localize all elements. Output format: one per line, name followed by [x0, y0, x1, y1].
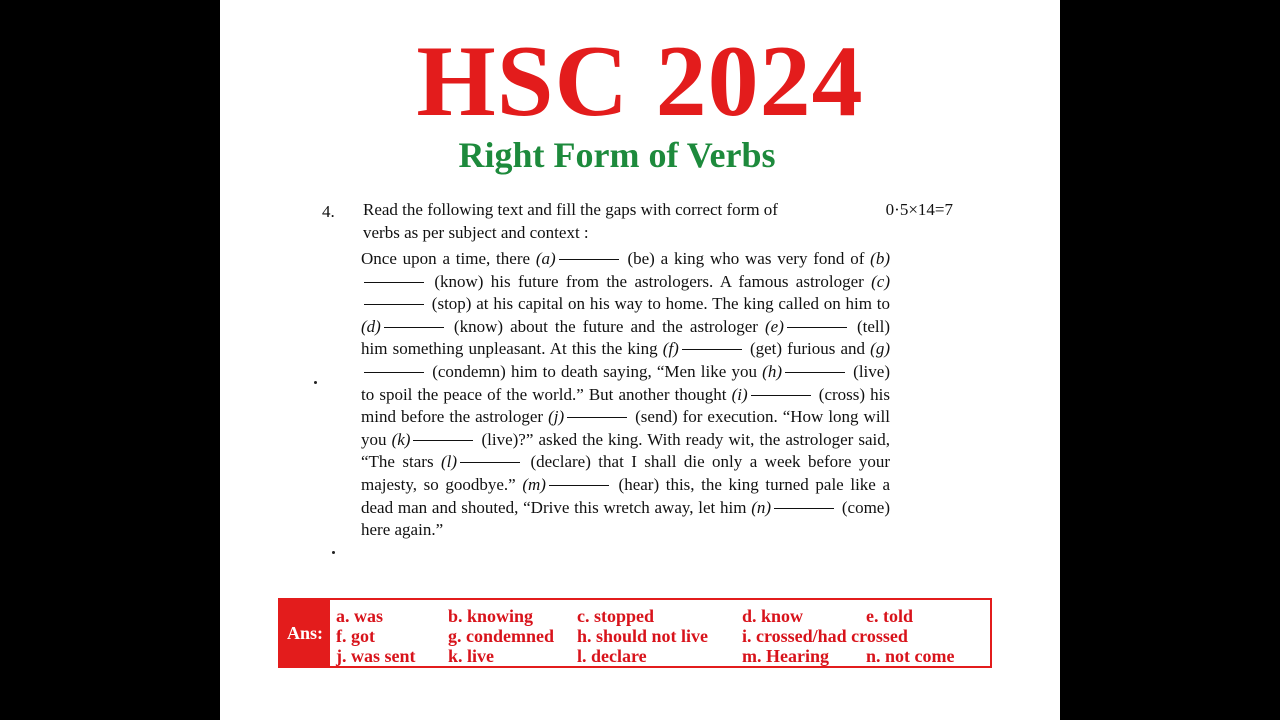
answer-item: h. should not live: [577, 626, 709, 646]
gap-marker: (i): [731, 384, 748, 404]
blank-line: [682, 349, 742, 350]
passage-segment: (get) furious and: [744, 339, 871, 359]
gap-marker: (g): [870, 339, 890, 359]
gap-marker: (c): [871, 271, 890, 291]
answer-item: g. condemned: [448, 626, 555, 646]
question-number: 4.: [322, 202, 335, 221]
gap-marker: (d): [361, 316, 381, 336]
passage-segment: (stop) at his capital on his way to home. The king called on him to: [427, 294, 890, 314]
answer-item: d. know: [742, 606, 804, 626]
passage-segment: (know) about the future and the astrologer: [446, 316, 765, 336]
answer-item: b. knowing: [448, 606, 534, 626]
passage-segment: (live)?” asked the king. With ready wit, the astrologer said, “The stars: [361, 429, 890, 472]
answer-box: [278, 598, 992, 668]
passage-segment: (tell) him something unpleasant. At this the king: [361, 316, 890, 359]
answer-item: j. was sent: [336, 646, 416, 666]
blank-line: [751, 395, 811, 396]
blank-line: [384, 327, 444, 328]
gap-marker: (b): [870, 249, 890, 268]
gap-marker: (m): [522, 474, 546, 494]
page-title: HSC 2024: [416, 25, 864, 138]
blank-line: [567, 417, 627, 418]
passage-segment: (send) for execution. “How long will you: [361, 407, 890, 449]
blank-line: [364, 282, 424, 283]
answer-item: n. not come: [866, 646, 955, 666]
blank-line: [559, 259, 619, 260]
blank-line: [364, 304, 424, 305]
gap-marker: (k): [391, 429, 411, 449]
scan-speck: [332, 551, 335, 554]
passage-segment: (know) his future from the astrologers. A famous astrologer: [427, 271, 872, 291]
passage-segment: Once upon a time, there: [361, 249, 536, 268]
document-page: [220, 0, 1060, 720]
answer-item: c. stopped: [577, 606, 655, 626]
answer-item: i. crossed/had crossed: [742, 626, 908, 646]
gap-marker: (j): [548, 407, 565, 427]
question-instruction: [363, 198, 953, 244]
blank-line: [549, 485, 609, 486]
passage-segment: (condemn) him to death saying, “Men like you: [427, 361, 763, 381]
passage-segment: (hear) this, the king turned pale like a dead man and shouted, “Drive this wretch away, let him: [361, 474, 890, 517]
answer-item: f. got: [336, 626, 375, 646]
passage-segment: (cross) his mind before the astrologer: [361, 384, 890, 427]
gap-marker: (h): [762, 361, 782, 381]
scan-speck: [314, 381, 317, 384]
passage-segment: (be) a king who was very fond of: [621, 249, 871, 268]
blank-line: [364, 372, 424, 373]
gap-marker: (e): [764, 316, 784, 336]
answer-item: m. Hearing: [742, 646, 829, 666]
instruction-line-2: verbs as per subject and context :: [363, 223, 589, 242]
passage-segment: (live) to spoil the peace of the world.” But another thought: [361, 361, 890, 404]
passage-text: [361, 248, 890, 542]
answer-item: e. told: [866, 606, 913, 626]
passage-segment: (come) here again.”: [361, 497, 890, 540]
blank-line: [460, 462, 520, 463]
gap-marker: (l): [441, 452, 458, 472]
answer-item: l. declare: [577, 646, 647, 666]
gap-marker: (f): [662, 339, 679, 359]
gap-marker: (n): [751, 497, 772, 517]
page-subtitle: Right Form of Verbs: [458, 135, 776, 175]
answer-label: Ans:: [280, 600, 330, 666]
blank-line: [785, 372, 845, 373]
blank-line: [787, 327, 847, 328]
blank-line: [413, 440, 473, 441]
question-marks: 0·5×14=7: [885, 200, 953, 219]
passage-segment: (declare) that I shall die only a week before your majesty, so goodbye.”: [361, 452, 890, 494]
answer-item: a. was: [336, 606, 384, 626]
blank-line: [774, 508, 834, 509]
gap-marker: (a): [535, 249, 556, 268]
answer-item: k. live: [448, 646, 495, 666]
instruction-line-1: Read the following text and fill the gaps with correct form of: [363, 200, 778, 219]
